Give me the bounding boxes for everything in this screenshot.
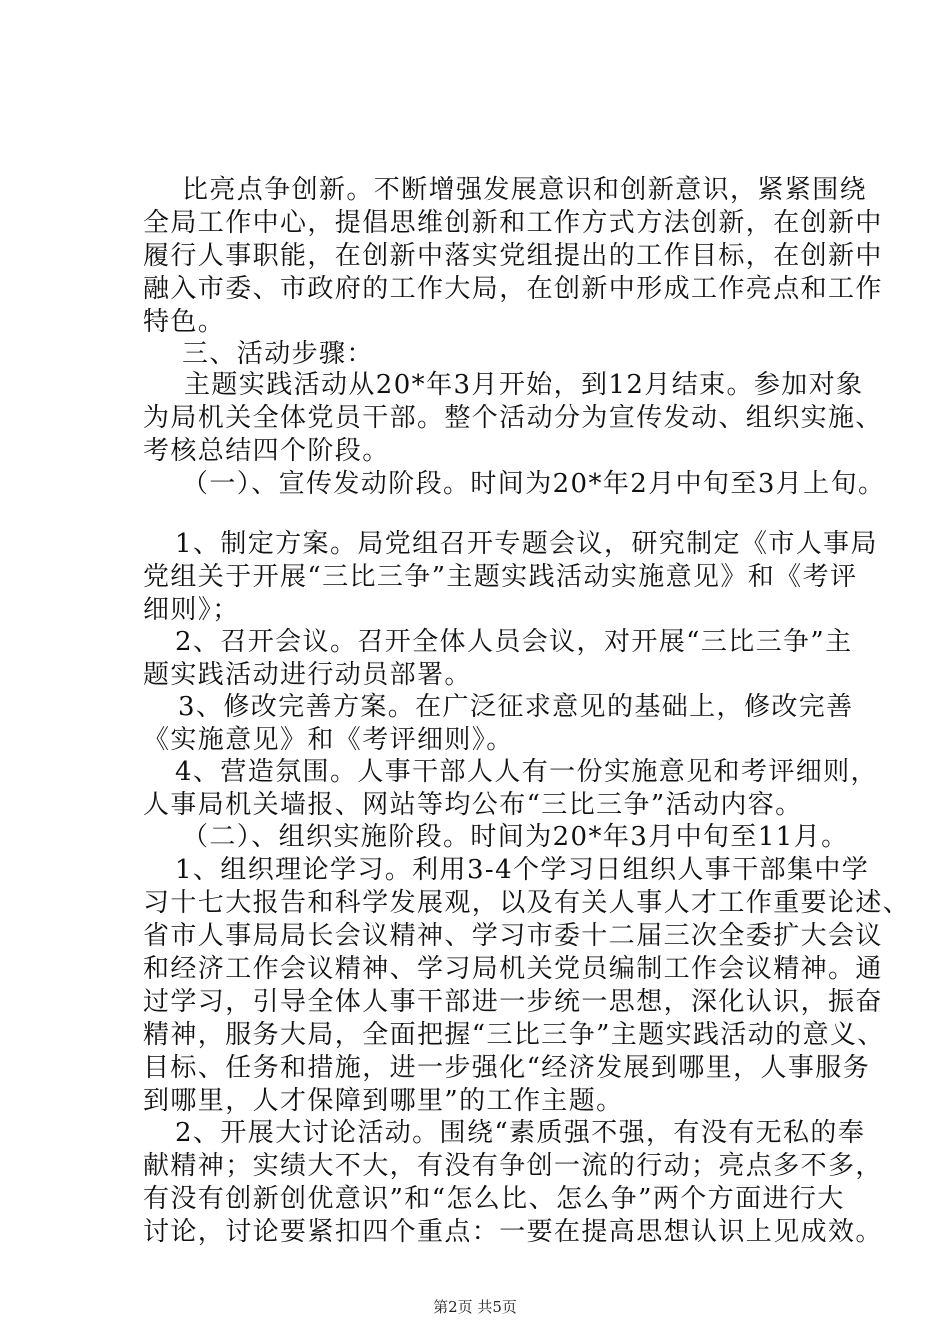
subsection-heading: （二）、组织实施阶段。时间为20*年3月中旬至11月。	[182, 822, 849, 852]
text-line: 有没有创新创优意识”和“怎么比、怎么争”两个方面进行大	[143, 1184, 845, 1214]
text-line: 全局工作中心，提倡思维创新和工作方式方法创新，在创新中	[143, 208, 883, 238]
text-line: 2、召开会议。召开全体人员会议，对开展“三比三争”主	[175, 627, 853, 657]
text-line: 到哪里，人才保障到哪里”的工作主题。	[143, 1086, 624, 1116]
text-line: 比亮点争创新。不断增强发展意识和创新意识，紧紧围绕	[182, 175, 868, 205]
text-line: 融入市委、市政府的工作大局，在创新中形成工作亮点和工作	[143, 274, 883, 304]
text-line: 为局机关全体党员干部。整个活动分为宣传发动、组织实施、	[143, 403, 883, 433]
text-line: 1、组织理论学习。利用3-4个学习日组织人事干部集中学	[175, 855, 870, 885]
text-line: 主题实践活动从20*年3月开始，到12月结束。参加对象	[184, 370, 864, 400]
text-line: 特色。	[143, 307, 226, 337]
text-line: 献精神；实绩大不大，有没有争创一流的行动；亮点多不多，	[143, 1151, 883, 1181]
text-line: 细则》；	[143, 595, 240, 625]
text-line: 精神，服务大局，全面把握“三比三争”主题实践活动的意义、	[143, 1020, 885, 1050]
text-line: 目标、任务和措施，进一步强化“经济发展到哪里，人事服务	[143, 1053, 871, 1083]
text-line: 习十七大报告和科学发展观，以及有关人事人才工作重要论述、	[143, 888, 911, 918]
subsection-heading: （一）、宣传发动阶段。时间为20*年2月中旬至3月上旬。	[182, 469, 886, 499]
text-line: 《实施意见》和《考评细则》。	[143, 725, 514, 755]
text-line: 过学习，引导全体人事干部进一步统一思想，深化认识，振奋	[143, 987, 883, 1017]
text-line: 党组关于开展“三比三争”主题实践活动实施意见》和《考评	[143, 562, 858, 592]
text-line: 履行人事职能，在创新中落实党组提出的工作目标，在创新中	[143, 241, 883, 271]
section-heading: 三、活动步骤：	[182, 339, 374, 369]
text-line: 1、制定方案。局党组召开专题会议，研究制定《市人事局	[175, 529, 878, 559]
text-line: 省市人事局局长会议精神、学习市委十二届三次全委扩大会议	[143, 921, 883, 951]
text-line: 4、营造氛围。人事干部人人有一份实施意见和考评细则，	[175, 757, 878, 787]
text-line: 3、修改完善方案。在广泛征求意见的基础上，修改完善	[178, 692, 854, 722]
text-line: 讨论，讨论要紧扣四个重点：一要在提高思想认识上见成效。	[143, 1217, 883, 1247]
text-line: 题实践活动进行动员部署。	[143, 660, 472, 690]
text-line: 考核总结四个阶段。	[143, 436, 390, 466]
text-line: 2、开展大讨论活动。围绕“素质强不强，有没有无私的奉	[175, 1118, 866, 1148]
text-line: 人事局机关墙报、网站等均公布“三比三争”活动内容。	[143, 790, 803, 820]
text-line: 和经济工作会议精神、学习局机关党员编制工作会议精神。通	[143, 954, 883, 984]
page-number: 第2页 共5页	[433, 1298, 517, 1316]
